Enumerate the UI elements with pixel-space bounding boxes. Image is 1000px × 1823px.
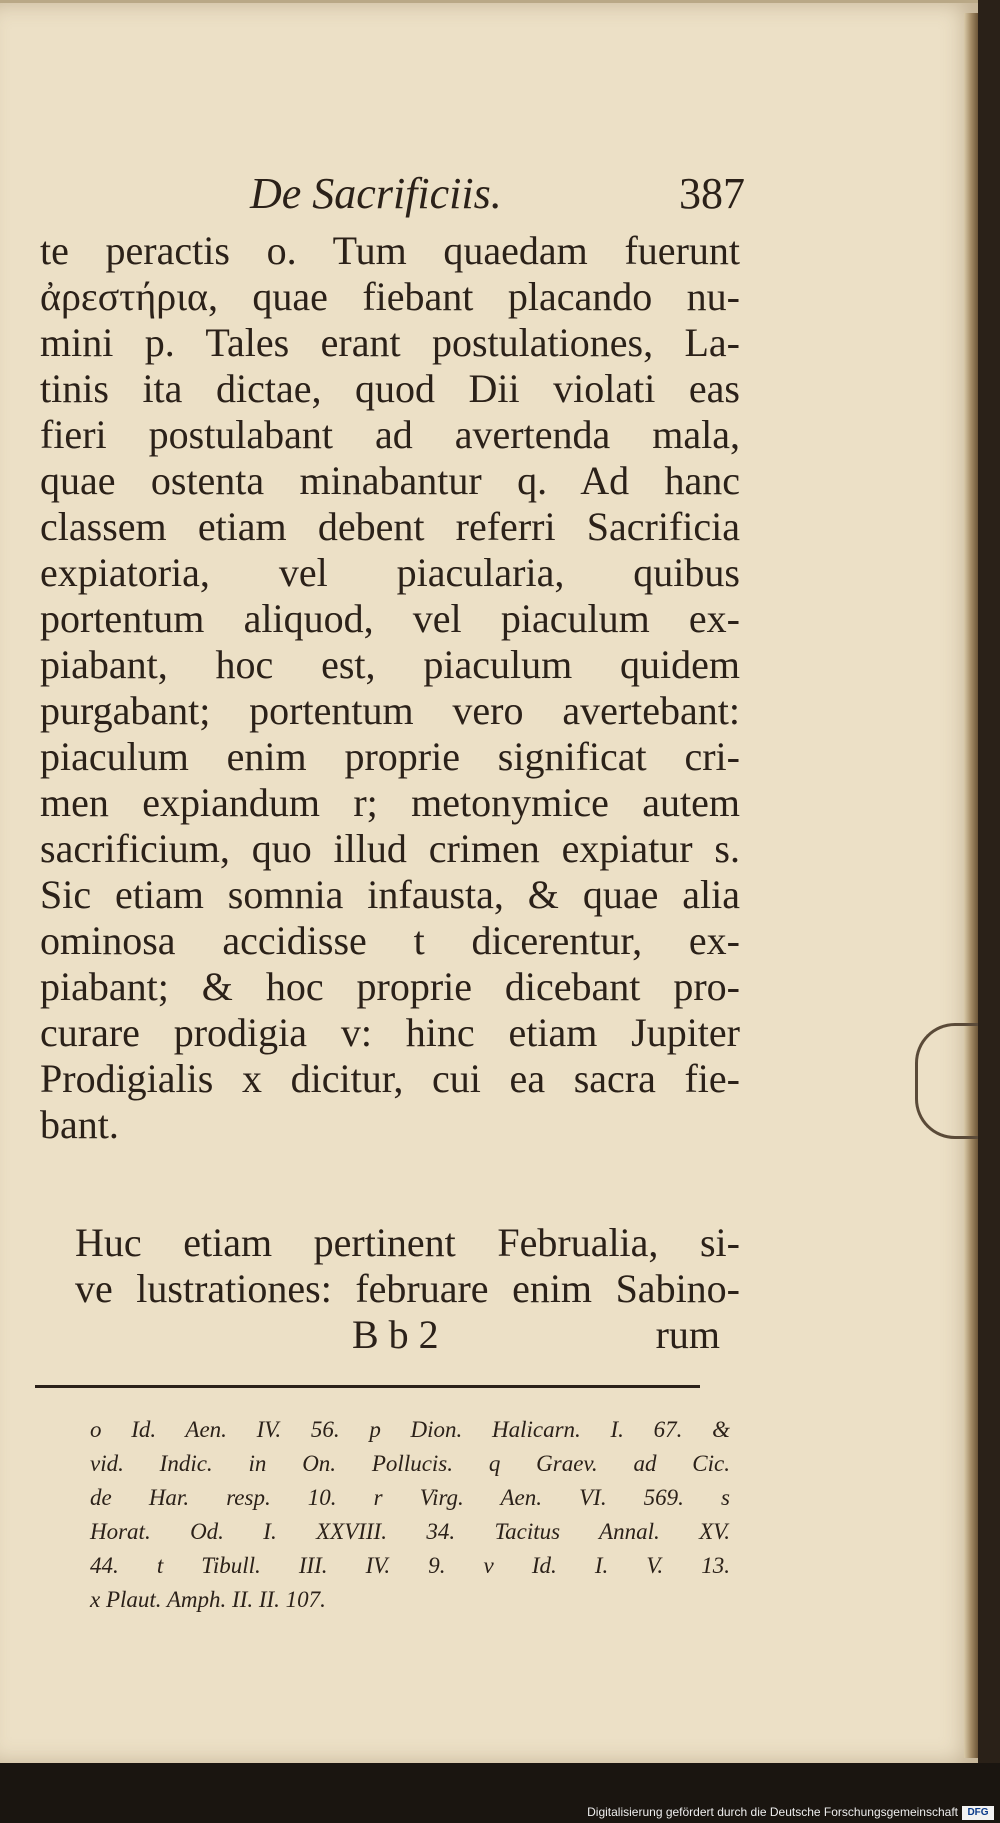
text-line: ἀρεστήρια, quae fiebant placando nu- (40, 274, 740, 319)
running-header (250, 168, 745, 228)
signature-line (40, 1312, 740, 1358)
footnote-rule (35, 1385, 700, 1388)
footnote-line: Horat. Od. I. XXVIII. 34. Tacitus Annal. XV. (90, 1519, 730, 1544)
paragraph-2 (40, 1220, 740, 1312)
dfg-logo: DFG (962, 1806, 994, 1820)
digitization-footer (0, 1763, 1000, 1823)
text-line: expiatoria, vel piacularia, quibus (40, 550, 740, 595)
text-line: sacrificium, quo illud crimen expiatur s. (40, 826, 740, 871)
text-line: ominosa accidisse t dicerentur, ex- (40, 918, 740, 963)
page-edge (964, 13, 978, 1758)
text-line: quae ostenta minabantur q. Ad hanc (40, 458, 740, 503)
footnote-line: x Plaut. Amph. II. II. 107. (90, 1587, 326, 1612)
text-line: bant. (40, 1102, 119, 1147)
body-text (40, 228, 740, 1358)
text-line: classem etiam debent referri Sacrificia (40, 504, 740, 549)
text-line: Prodigialis x dicitur, cui ea sacra fie- (40, 1056, 740, 1101)
text-line: purgabant; portentum vero avertebant: (40, 688, 740, 733)
text-line: Sic etiam somnia infausta, & quae alia (40, 872, 740, 917)
text-line: ve lustrationes: februare enim Sabino- (75, 1266, 740, 1311)
text-line: men expiandum r; metonymice autem (40, 780, 740, 825)
catchword: rum (655, 1312, 720, 1357)
text-line: tinis ita dictae, quod Dii violati eas (40, 366, 740, 411)
header-title: De Sacrificiis. (250, 169, 502, 218)
paragraph-1 (40, 228, 740, 1148)
text-line: portentum aliquod, vel piaculum ex- (40, 596, 740, 641)
footnote-line: vid. Indic. in On. Pollucis. q Graev. ad Cic. (90, 1451, 730, 1476)
footnote-line: 44. t Tibull. III. IV. 9. v Id. I. V. 13. (90, 1553, 730, 1578)
funding-credit: Digitalisierung gefördert durch die Deutsche Forschungsgemeinschaft (587, 1805, 958, 1819)
page-number: 387 (679, 169, 745, 218)
footnote-line: de Har. resp. 10. r Virg. Aen. VI. 569. s (90, 1485, 730, 1510)
text-line: te peractis o. Tum quaedam fuerunt (40, 228, 740, 273)
text-line: piabant, hoc est, piaculum quidem (40, 642, 740, 687)
text-line: piabant; & hoc proprie dicebant pro- (40, 964, 740, 1009)
text-line: Huc etiam pertinent Februalia, si- (75, 1220, 740, 1265)
text-line: mini p. Tales erant postulationes, La- (40, 320, 740, 365)
signature-mark: B b 2 (352, 1312, 439, 1357)
text-line: fieri postulabant ad avertenda mala, (40, 412, 740, 457)
text-line: piaculum enim proprie significat cri- (40, 734, 740, 779)
text-line: curare prodigia v: hinc etiam Jupiter (40, 1010, 740, 1055)
footnotes (90, 1413, 730, 1617)
page-clip (915, 1023, 978, 1139)
footnote-line: o Id. Aen. IV. 56. p Dion. Halicarn. I. 67. & (90, 1417, 730, 1442)
